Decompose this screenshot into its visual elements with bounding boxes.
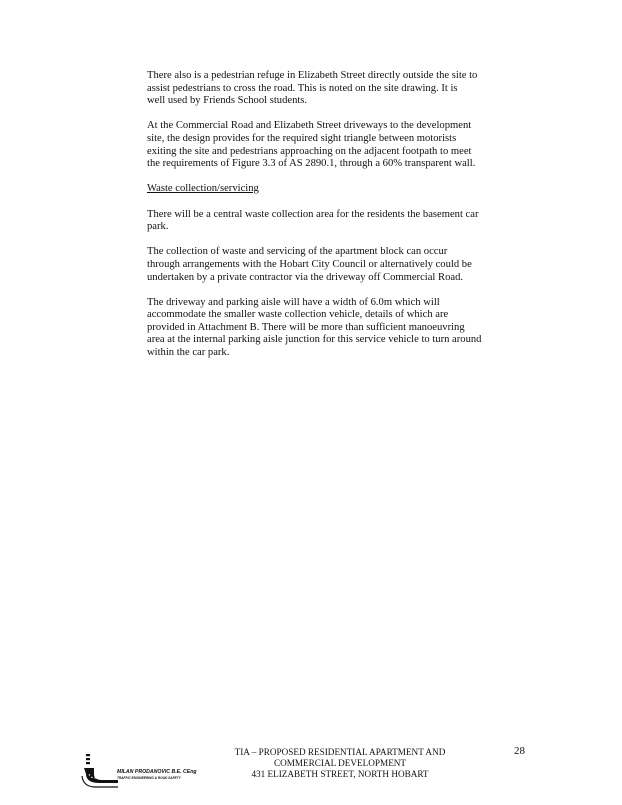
company-logo <box>80 752 197 790</box>
page-footer <box>200 747 480 780</box>
text-line: The driveway and parking aisle will have a width of 6.0m which will <box>147 296 440 308</box>
text-line: undertaken by a private contractor via the driveway off Commercial Road. <box>147 271 464 283</box>
text-line: There also is a pedestrian refuge in Elizabeth Street directly outside the site to <box>147 70 478 81</box>
text-line: There will be a central waste collection area for the residents the basement car <box>147 208 479 220</box>
text-line: exiting the site and pedestrians approaching on the adjacent footpath to meet <box>147 145 472 157</box>
logo-tagline: TRAFFIC ENGINEERING & ROAD SAFETY <box>117 776 181 780</box>
paragraph-waste-collection <box>147 246 527 284</box>
page-number: 28 <box>514 745 525 757</box>
text-line: provided in Attachment B. There will be more than sufficient manoeuvring <box>147 321 465 333</box>
footer-line: COMMERCIAL DEVELOPMENT <box>273 758 407 768</box>
text-line: The collection of waste and servicing of the apartment block can occur <box>147 246 448 258</box>
footer-line: TIA – PROPOSED RESIDENTIAL APARTMENT AND <box>234 747 446 757</box>
section-heading-waste <box>147 183 527 196</box>
text-line: area at the internal parking aisle junction for this service vehicle to turn around <box>147 334 482 346</box>
text-line: assist pedestrians to cross the road. This is noted on the site drawing. It is <box>147 82 458 94</box>
paragraph-driveway <box>147 297 527 360</box>
text-line: through arrangements with the Hobart City Council or alternatively could be <box>147 258 472 270</box>
footer-line: 431 ELIZABETH STREET, NORTH HOBART <box>251 769 429 779</box>
paragraph-pedestrian-refuge <box>147 70 527 108</box>
paragraph-waste-area <box>147 209 527 234</box>
text-line: within the car park. <box>147 347 230 359</box>
text-line: well used by Friends School students. <box>147 95 308 107</box>
text-line: At the Commercial Road and Elizabeth Street driveways to the development <box>147 120 472 132</box>
text-line: the requirements of Figure 3.3 of AS 2890.1, through a 60% transparent wall. <box>147 158 476 170</box>
text-line: site, the design provides for the required sight triangle between motorists <box>147 132 457 144</box>
text-line: park. <box>147 221 169 233</box>
logo-name: MILAN PRODANOVIC B.E. CEng <box>117 769 197 775</box>
heading-text: Waste collection/servicing <box>147 183 259 195</box>
road-logo-icon <box>80 752 120 790</box>
paragraph-sight-triangle <box>147 120 527 170</box>
body-text <box>147 70 527 372</box>
text-line: accommodate the smaller waste collection vehicle, details of which are <box>147 309 449 321</box>
